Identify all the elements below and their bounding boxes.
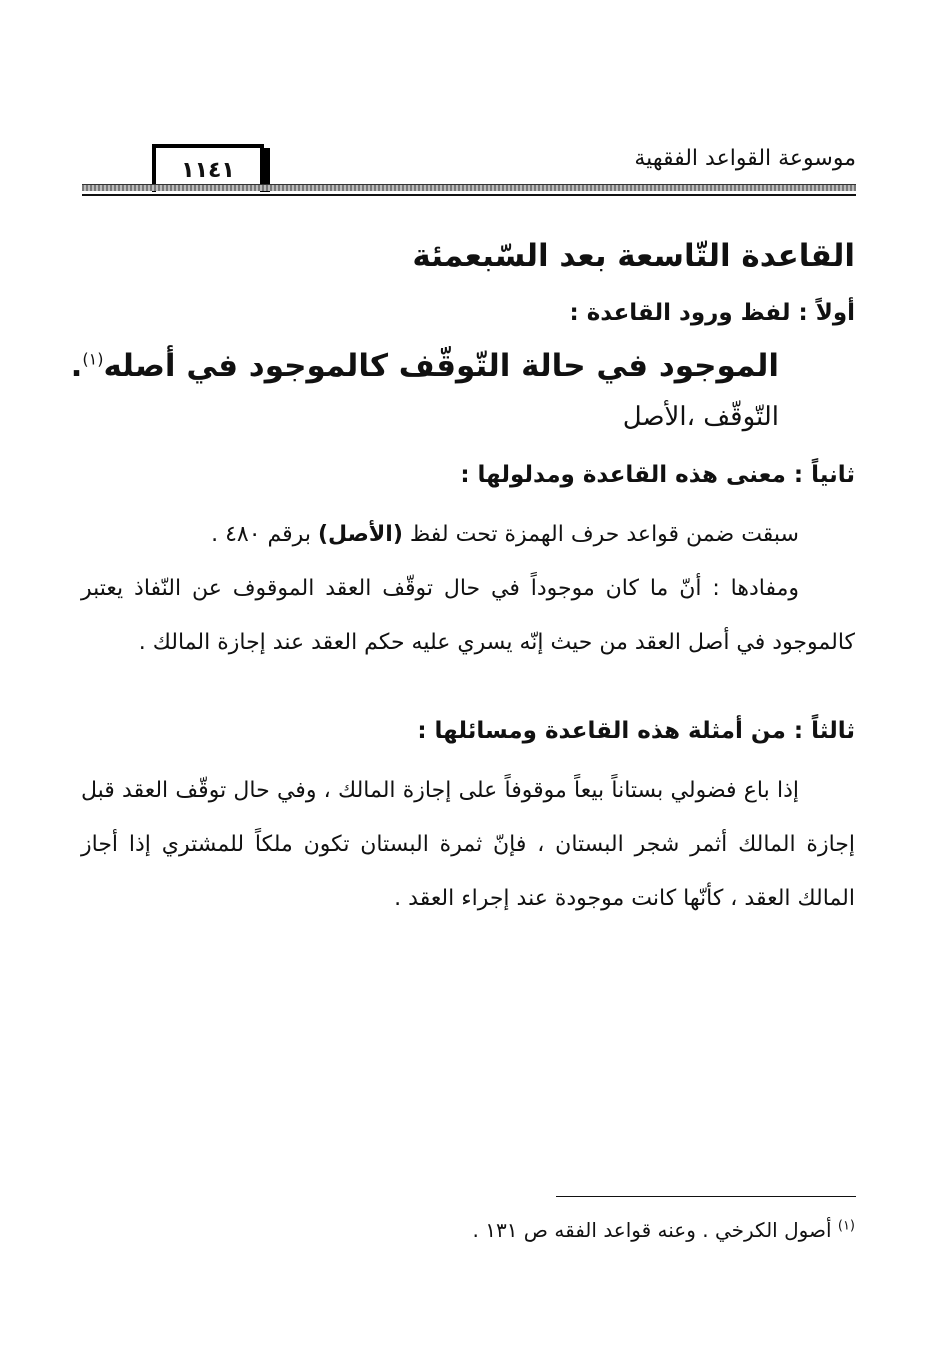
- section3-body: [81, 764, 855, 926]
- footnote-text: أصول الكرخي . وعنه قواعد الفقه ص ١٣١ .: [472, 1218, 832, 1242]
- section2-body: [81, 508, 855, 670]
- section3-paragraph: إذا باع فضولي بستاناً بيعاً موقوفاً على إجازة المالك ، وفي حال توقّف العقد قبل إجازة المالك أثمر شجر البستان ، فإنّ ثمرة البستان تكون ملكاً للمشتري إذا أجاز المالك العقد ، كأنّها كانت موجودة عند إجراء العقد .: [81, 778, 855, 911]
- page-header: [82, 138, 856, 198]
- rule-statement: [71, 348, 779, 384]
- keywords: التّوقّف ،الأصل: [622, 402, 779, 432]
- section3-heading: ثالثاً : من أمثلة هذه القاعدة ومسائلها :: [417, 718, 855, 744]
- section2-text-bold: (الأصل): [317, 522, 403, 547]
- section1-heading: أولاً : لفظ ورود القاعدة :: [569, 300, 855, 326]
- rule-statement-end: .: [70, 348, 83, 384]
- section2-heading: ثانياً : معنى هذه القاعدة ومدلولها :: [460, 462, 855, 488]
- page-number: ١١٤١: [181, 157, 235, 183]
- header-rule-line: [82, 194, 856, 196]
- header-rule-band: [82, 184, 856, 191]
- section2-paragraph2: ومفادها : أنّ ما كان موجوداً في حال توقّف العقد الموقوف عن النّفاذ يعتبر كالموجود في أصل العقد من حيث إنّه يسري عليه حكم العقد عند إجازة المالك .: [81, 576, 855, 655]
- footnote-marker: (١): [82, 349, 104, 369]
- rule-statement-text: الموجود في حالة التّوقّف كالموجود في أصله: [103, 348, 779, 384]
- section2-text-a: سبقت ضمن قواعد حرف الهمزة تحت لفظ: [409, 522, 799, 547]
- footnote-number: (١): [837, 1218, 855, 1234]
- section2-text-b: برقم ٤٨٠ .: [211, 522, 311, 547]
- section2-paragraph1: [81, 508, 855, 562]
- rule-title: القاعدة التّاسعة بعد السّبعمئة: [412, 238, 855, 274]
- footnote: [473, 1218, 856, 1242]
- running-title: موسوعة القواعد الفقهية: [634, 146, 856, 171]
- footnote-separator: [556, 1196, 856, 1197]
